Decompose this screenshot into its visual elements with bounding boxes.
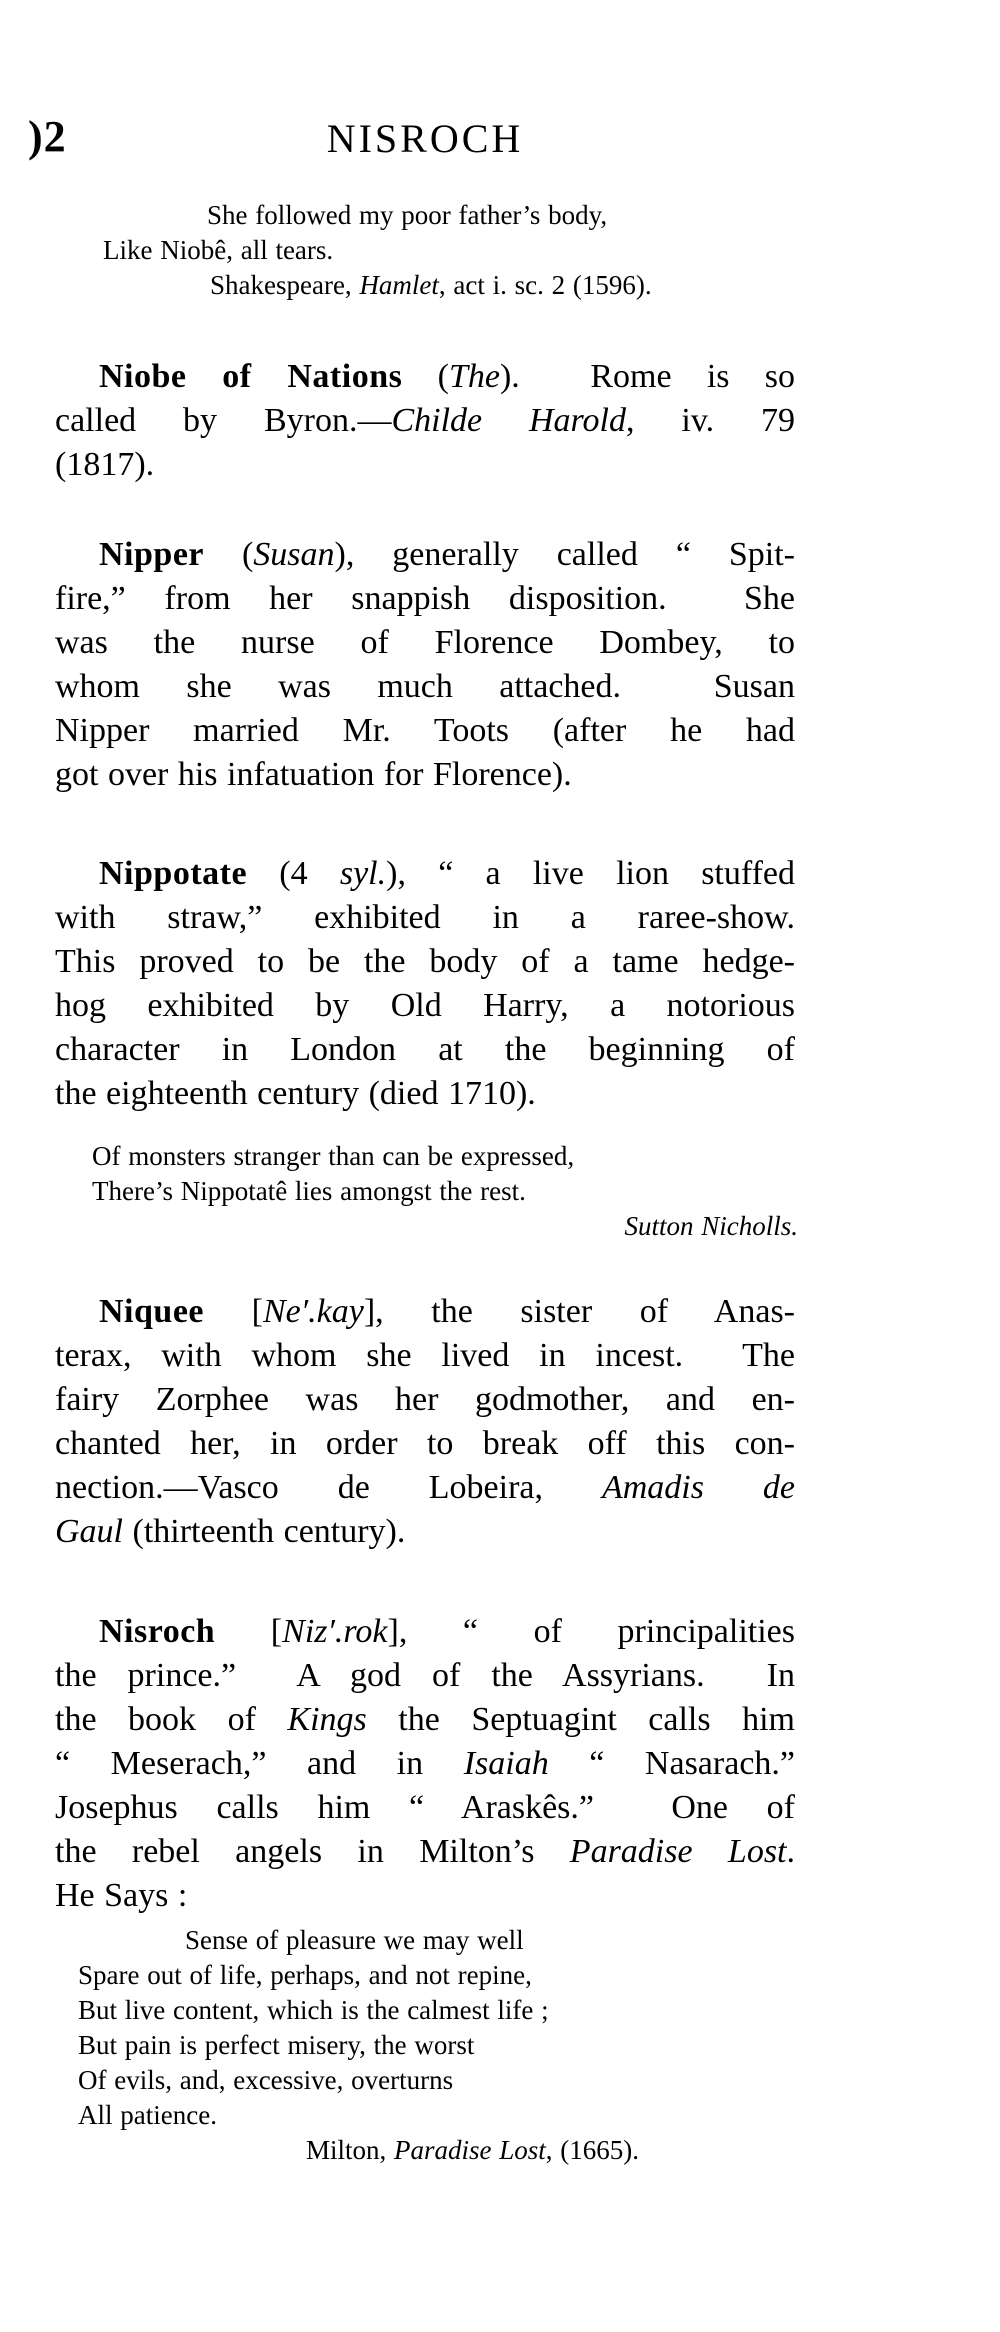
hamlet-quote: [103, 198, 803, 303]
running-head: NISROCH: [326, 116, 524, 161]
milton-quote: [78, 1923, 795, 2168]
text-line: Spare out of life, perhaps, and not repine,: [78, 1960, 532, 1990]
entry-nippotate: [55, 852, 795, 1116]
text-line: the eighteenth century (died 1710).: [55, 1075, 536, 1112]
text-line: Nipper (Susan), generally called “ Spit-: [99, 536, 795, 573]
text-line: Nipper married Mr. Toots (after he had: [55, 712, 795, 749]
text-line: Nippotate (4 syl.), “ a live lion stuffed: [99, 855, 795, 892]
page-number: )2: [28, 112, 67, 161]
entry-niobe-of-nations: [55, 355, 795, 487]
text-line: But live content, which is the calmest life ;: [78, 1995, 549, 2025]
text-line: hog exhibited by Old Harry, a notorious: [55, 987, 795, 1024]
text-line: the prince.” A god of the Assyrians. In: [55, 1657, 795, 1694]
text-line: Of monsters stranger than can be expressed,: [92, 1141, 575, 1171]
text-line: fairy Zorphee was her godmother, and en-: [55, 1381, 795, 1418]
text-line: But pain is perfect misery, the worst: [78, 2030, 475, 2060]
text-line: (1817).: [55, 446, 155, 483]
text-line: Josephus calls him “ Araskês.” One of: [55, 1789, 795, 1826]
text-line: terax, with whom she lived in incest. The: [55, 1337, 795, 1374]
text-line: This proved to be the body of a tame hedge-: [55, 943, 795, 980]
text-line: called by Byron.—Childe Harold, iv. 79: [55, 402, 795, 439]
text-line: chanted her, in order to break off this con-: [55, 1425, 795, 1462]
text-line: Of evils, and, excessive, overturns: [78, 2065, 454, 2095]
text-line: character in London at the beginning of: [55, 1031, 795, 1068]
text-line: Niobe of Nations (The). Rome is so: [99, 358, 795, 395]
text-line: got over his infatuation for Florence).: [55, 756, 572, 793]
text-line: Sense of pleasure we may well: [185, 1925, 524, 1955]
text-line: was the nurse of Florence Dombey, to: [55, 624, 795, 661]
text-line: Like Niobê, all tears.: [103, 235, 334, 265]
entry-nisroch: [55, 1610, 795, 1918]
text-line: Niquee [Ne′.kay], the sister of Anas-: [99, 1293, 796, 1330]
text-line: She followed my poor father’s body,: [207, 200, 608, 230]
entry-niquee: [55, 1290, 795, 1554]
text-line: with straw,” exhibited in a raree-show.: [55, 899, 795, 936]
text-line: Milton, Paradise Lost, (1665).: [306, 2135, 640, 2165]
text-line: whom she was much attached. Susan: [55, 668, 795, 705]
running-head-container: [55, 116, 795, 162]
text-line: All patience.: [78, 2100, 217, 2130]
text-line: Sutton Nicholls.: [624, 1211, 798, 1241]
text-line: fire,” from her snappish disposition. She: [55, 580, 795, 617]
nicholls-quote: [92, 1139, 798, 1244]
text-line: There’s Nippotatê lies amongst the rest.: [92, 1176, 526, 1206]
text-line: Shakespeare, Hamlet, act i. sc. 2 (1596).: [210, 270, 652, 300]
text-line: the rebel angels in Milton’s Paradise Lost.: [55, 1833, 796, 1870]
text-line: Nisroch [Niz′.rok], “ of principalities: [99, 1613, 795, 1650]
entry-nipper: [55, 533, 795, 797]
text-line: Gaul (thirteenth century).: [55, 1513, 406, 1550]
text-line: the book of Kings the Septuagint calls him: [55, 1701, 795, 1738]
text-line: nection.—Vasco de Lobeira, Amadis de: [55, 1469, 795, 1506]
text-line: “ Meserach,” and in Isaiah “ Nasarach.”: [55, 1745, 795, 1782]
text-line: He Says :: [55, 1877, 188, 1914]
